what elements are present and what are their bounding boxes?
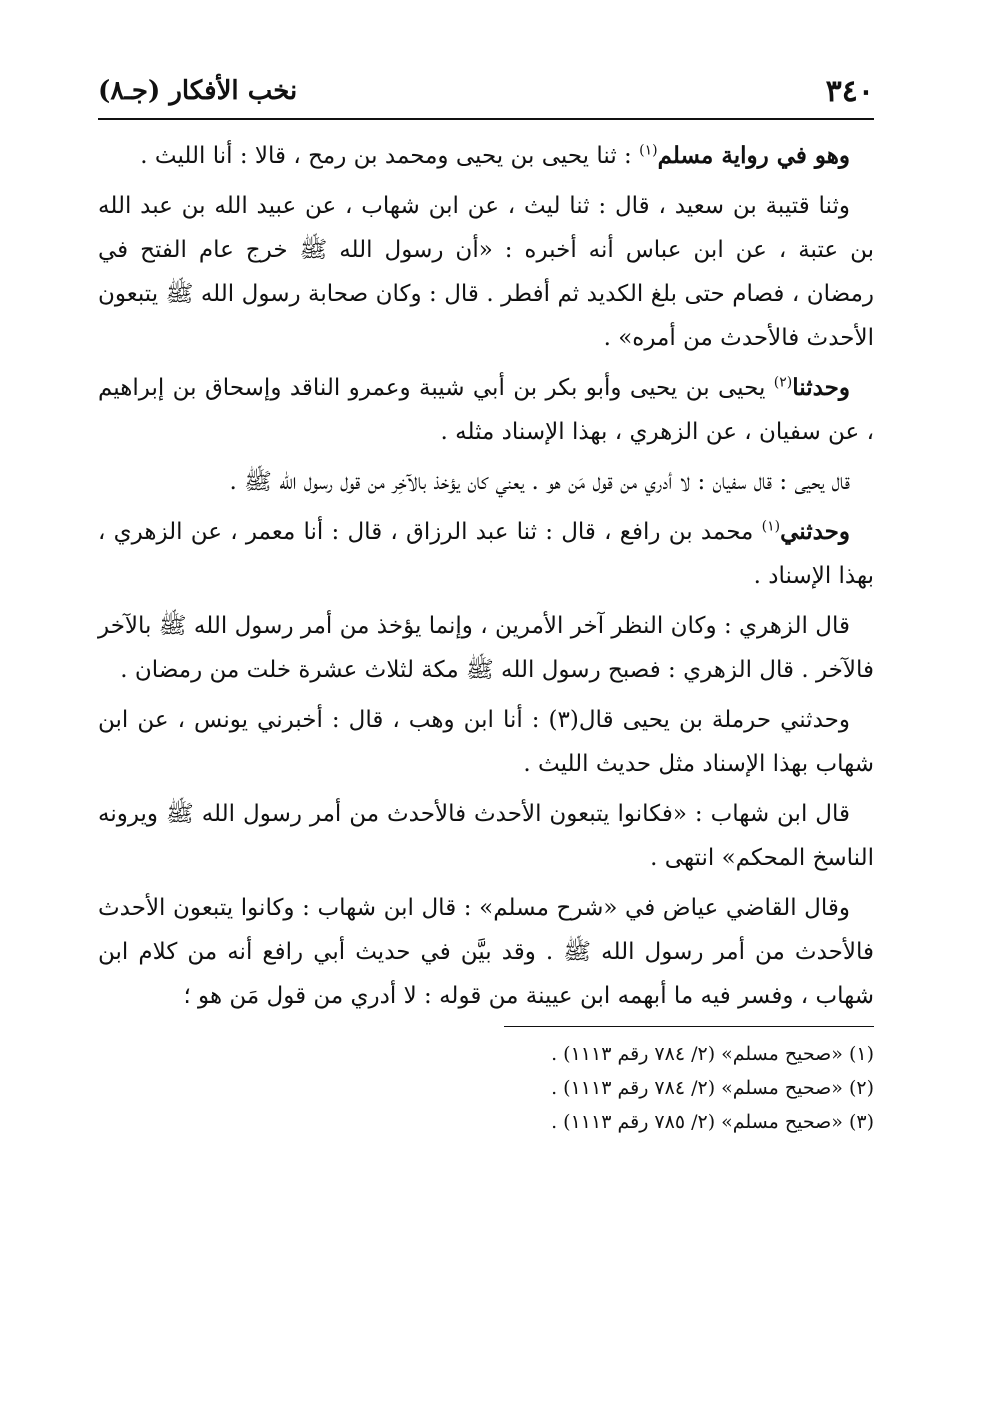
paragraph [98,184,874,360]
paragraph-lead: وحدثنا [792,374,850,401]
footnotes [98,1037,874,1139]
paragraph-text: محمد بن رافع ، قال : ثنا عبد الرزاق ، قال : أنا معمر ، عن الزهري ، بهذا الإسناد . [98,519,874,589]
footnote: (٢) «صحيح مسلم» (٢/ ٧٨٤ رقم ١١١٣) . [551,1077,874,1099]
footnote-ref: (١) [639,142,658,159]
footnote-ref: (٢) [773,374,793,391]
paragraph [98,604,874,692]
running-title: نخب الأفكار (جـ٨) [98,76,298,106]
paragraph-text: يحيى بن يحيى وأبو بكر بن أبي شيبة وعمرو الناقد وإسحاق بن إبراهيم ، عن سفيان ، عن الزهري ، بهذا الإسناد مثله . [98,375,874,445]
page-header [98,70,874,120]
paragraph [98,366,874,454]
paragraph [98,134,874,178]
paragraph [98,460,874,504]
paragraph-lead: وحدثني [780,518,850,545]
footnote-ref: (١) [761,518,781,535]
page-number: ٣٤٠ [825,73,874,109]
paragraph [98,886,874,1018]
paragraph-text: قال يحيى : قال سفيان : لا أدري من قول مَن هو . يعني كان يؤخذ بالآخِر من قول رسول الله ﷺ . [229,469,850,495]
paragraph-text: وثنا قتيبة بن سعيد ، قال : ثنا ليث ، عن ابن شهاب ، عن عبيد الله بن عبد الله بن عتبة ، عن ابن عباس أنه أخبره : «أن رسول الله ﷺ خرج عام الفتح في رمضان ، فصام حتى بلغ الكديد ثم أفطر . قال : وكان صحابة رسول الله ﷺ يتبعون الأحدث فالأحدث من أمره» . [98,193,874,351]
paragraph-text: وحدثني حرملة بن يحيى قال(٣) : أنا ابن وهب ، قال : أخبرني يونس ، عن ابن شهاب بهذا الإسناد مثل حديث الليث . [98,707,874,777]
paragraph-text: : ثنا يحيى بن يحيى ومحمد بن رمح ، قالا : أنا الليث . [140,143,640,169]
footnote: (٣) «صحيح مسلم» (٢/ ٧٨٥ رقم ١١١٣) . [551,1111,874,1133]
footnote: (١) «صحيح مسلم» (٢/ ٧٨٤ رقم ١١١٣) . [551,1043,874,1065]
paragraph [98,792,874,880]
paragraph-text: قال الزهري : وكان النظر آخر الأمرين ، وإنما يؤخذ من أمر رسول الله ﷺ بالآخر فالآخر . قال الزهري : فصبح رسول الله ﷺ مكة لثلاث عشرة خلت من رمضان . [98,613,874,683]
paragraph-text: قال ابن شهاب : «فكانوا يتبعون الأحدث فالأحدث من أمر رسول الله ﷺ ويرونه الناسخ المحكم» انتهى . [98,801,874,871]
main-text [98,134,874,1018]
paragraph-lead: وهو في رواية مسلم [657,142,850,169]
paragraph-text: وقال القاضي عياض في «شرح مسلم» : قال ابن شهاب : وكانوا يتبعون الأحدث فالأحدث من أمر رسول الله ﷺ . وقد بيَّن في حديث أبي رافع أنه من كلام ابن شهاب ، وفسر فيه ما أبهمه ابن عيينة من قوله : لا أدري من قول مَن هو ؛ [98,895,874,1009]
book-page [98,70,874,1373]
paragraph [98,510,874,598]
footnote-separator [504,1026,874,1027]
paragraph [98,698,874,786]
